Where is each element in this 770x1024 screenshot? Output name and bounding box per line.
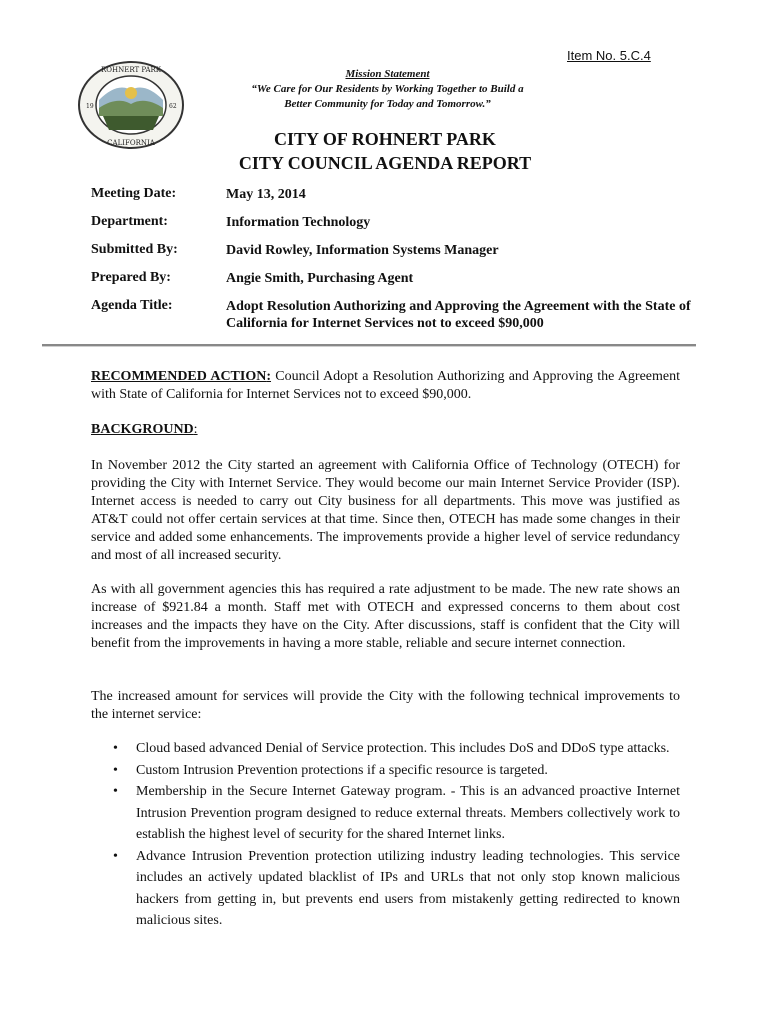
meta-row-submitted-by	[91, 238, 691, 266]
list-item: • Cloud based advanced Denial of Service protection. This includes DoS and DDoS type attacks.	[91, 738, 680, 760]
report-metadata	[91, 182, 691, 334]
svg-text:ROHNERT PARK: ROHNERT PARK	[100, 66, 162, 74]
background-paragraph-1: In November 2012 the City started an agreement with California Office of Technology (OTECH) for providing the City with Internet Service. They would become our main Internet Service Provider (ISP). Internet access is needed to carry out City business for all departments. This move was justified as AT&T could not offer certain services at that time. Since then, OTECH has made some changes in their service and added some enhancements. The improvements provide a higher level of service redundancy and most of all increased security.	[91, 458, 680, 563]
meta-label: Meeting Date:	[91, 186, 177, 201]
mission-line-1: “We Care for Our Residents by Working Together to Build a	[251, 83, 524, 95]
list-item: • Advance Intrusion Prevention protection utilizing industry leading technologies. This service includes an actively updated blacklist of IPs and URLs that not only stop known malicious hackers from getting in, but prevents end users from mistakenly getting redirected to known malicious sites.	[91, 846, 680, 932]
background-heading-block	[91, 421, 680, 439]
recommended-action-heading: RECOMMENDED ACTION	[91, 369, 267, 384]
meta-label: Department:	[91, 214, 168, 229]
background-heading: BACKGROUND	[91, 422, 194, 437]
mission-statement	[200, 67, 575, 112]
bullet-icon: •	[113, 741, 118, 756]
background-paragraph-3: The increased amount for services will provide the City with the following technical improvements to the internet service:	[91, 689, 680, 722]
bullet-icon: •	[113, 784, 118, 799]
meta-label: Agenda Title:	[91, 298, 173, 313]
recommended-action-text: Council Adopt a Resolution Authorizing and Approving the Agreement with State of California for Internet Services not to exceed $90,000.	[91, 369, 681, 402]
meta-label: Submitted By:	[91, 242, 178, 257]
meta-label: Prepared By:	[91, 270, 171, 285]
list-item: • Custom Intrusion Prevention protections if a specific resource is targeted.	[91, 760, 680, 782]
bullet-icon: •	[113, 848, 118, 864]
meta-row-meeting-date	[91, 182, 691, 210]
meta-value: Information Technology	[226, 215, 371, 230]
recommended-action	[91, 368, 680, 404]
meta-value: David Rowley, Information Systems Manager	[226, 243, 499, 258]
background-heading-colon: :	[193, 422, 198, 437]
improvements-list	[91, 738, 680, 932]
meta-row-agenda-title	[91, 294, 691, 334]
mission-line-2: Better Community for Today and Tomorrow.”	[284, 98, 491, 110]
meta-value: May 13, 2014	[226, 187, 306, 202]
recommended-action-colon: :	[266, 369, 272, 384]
bullet-icon: •	[113, 762, 118, 778]
report-title-line-1: CITY OF ROHNERT PARK	[274, 129, 496, 149]
meta-value: Angie Smith, Purchasing Agent	[226, 271, 414, 286]
meta-row-prepared-by	[91, 266, 691, 294]
svg-text:62: 62	[169, 103, 177, 110]
meta-row-department	[91, 210, 691, 238]
mission-title: Mission Statement	[345, 68, 430, 80]
svg-text:19: 19	[86, 103, 94, 110]
section-divider	[42, 344, 696, 347]
background-paragraph-2: As with all government agencies this has required a rate adjustment to be made. The new rate shows an increase of $921.84 a month. Staff met with OTECH and expressed concerns to them about cost increases and the impacts they have on the City. After discussions, staff is confident that the City will benefit from the improvements in having a more stable, reliable and secure internet connection.	[91, 582, 680, 651]
list-item: • Membership in the Secure Internet Gateway program. - This is an advanced proactive Internet Intrusion Prevention program designed to reduce external threats. Members collectively work to establish the highest level of security for the shared Internet links.	[91, 781, 680, 846]
svg-text:CALIFORNIA: CALIFORNIA	[107, 139, 155, 147]
meta-value: Adopt Resolution Authorizing and Approving the Agreement with the State of California for Internet Services not to exceed $90,000	[226, 299, 691, 331]
report-title	[0, 127, 770, 175]
item-number: Item No. 5.C.4	[567, 48, 651, 63]
report-title-line-2: CITY COUNCIL AGENDA REPORT	[238, 153, 532, 173]
